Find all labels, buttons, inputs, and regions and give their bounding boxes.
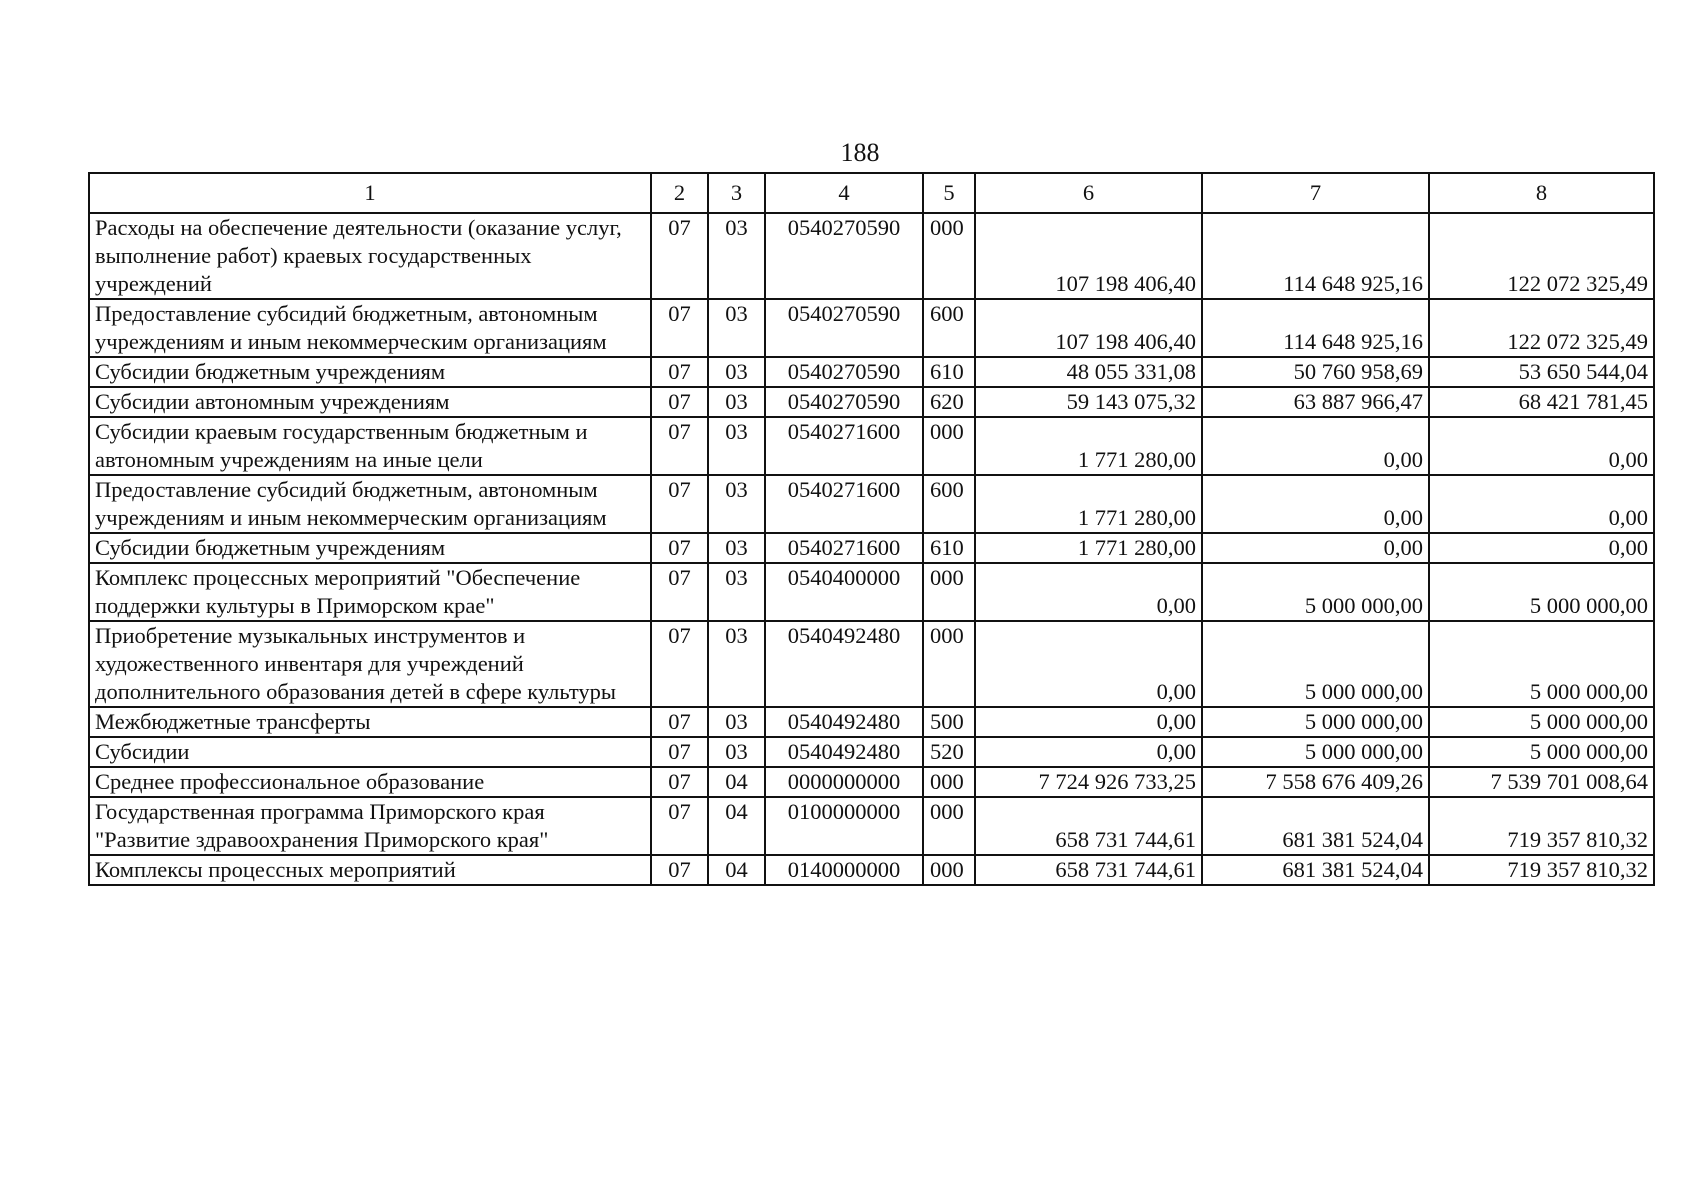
row-section: 07 <box>651 357 708 387</box>
row-target-article: 0140000000 <box>765 855 923 885</box>
row-target-article: 0540271600 <box>765 475 923 533</box>
row-amount-7: 681 381 524,04 <box>1202 797 1429 855</box>
row-target-article: 0540270590 <box>765 387 923 417</box>
row-subsection: 03 <box>708 299 765 357</box>
table-row <box>89 213 1654 299</box>
row-name: Межбюджетные трансферты <box>89 707 651 737</box>
row-expense-type: 500 <box>923 707 975 737</box>
row-expense-type: 000 <box>923 417 975 475</box>
row-subsection: 03 <box>708 533 765 563</box>
row-target-article: 0540270590 <box>765 299 923 357</box>
row-target-article: 0100000000 <box>765 797 923 855</box>
row-amount-6: 1 771 280,00 <box>975 533 1202 563</box>
row-amount-6: 59 143 075,32 <box>975 387 1202 417</box>
row-target-article: 0540400000 <box>765 563 923 621</box>
header-cell-7: 7 <box>1202 173 1429 213</box>
row-amount-8: 122 072 325,49 <box>1429 299 1654 357</box>
row-amount-6: 658 731 744,61 <box>975 797 1202 855</box>
row-amount-6: 7 724 926 733,25 <box>975 767 1202 797</box>
row-section: 07 <box>651 797 708 855</box>
row-amount-8: 122 072 325,49 <box>1429 213 1654 299</box>
table-row <box>89 563 1654 621</box>
table-row <box>89 533 1654 563</box>
row-target-article: 0540492480 <box>765 707 923 737</box>
row-section: 07 <box>651 387 708 417</box>
row-name: Субсидии бюджетным учреждениям <box>89 357 651 387</box>
row-subsection: 03 <box>708 417 765 475</box>
row-subsection: 04 <box>708 797 765 855</box>
row-amount-6: 0,00 <box>975 737 1202 767</box>
page-number: 188 <box>840 138 880 167</box>
row-amount-8: 5 000 000,00 <box>1429 737 1654 767</box>
row-amount-7: 7 558 676 409,26 <box>1202 767 1429 797</box>
row-amount-8: 719 357 810,32 <box>1429 855 1654 885</box>
row-subsection: 04 <box>708 767 765 797</box>
table-row <box>89 417 1654 475</box>
header-cell-6: 6 <box>975 173 1202 213</box>
row-name: Субсидии краевым государственным бюджетным и автономным учреждениям на иные цели <box>89 417 651 475</box>
row-target-article: 0540271600 <box>765 533 923 563</box>
row-amount-8: 53 650 544,04 <box>1429 357 1654 387</box>
row-amount-7: 5 000 000,00 <box>1202 707 1429 737</box>
row-amount-7: 63 887 966,47 <box>1202 387 1429 417</box>
row-subsection: 03 <box>708 707 765 737</box>
row-amount-6: 0,00 <box>975 563 1202 621</box>
row-name: Комплекс процессных мероприятий "Обеспечение поддержки культуры в Приморском крае" <box>89 563 651 621</box>
row-subsection: 04 <box>708 855 765 885</box>
row-section: 07 <box>651 621 708 707</box>
row-target-article: 0540270590 <box>765 357 923 387</box>
row-expense-type: 610 <box>923 357 975 387</box>
row-expense-type: 520 <box>923 737 975 767</box>
row-expense-type: 000 <box>923 767 975 797</box>
row-expense-type: 000 <box>923 855 975 885</box>
row-expense-type: 610 <box>923 533 975 563</box>
row-amount-8: 5 000 000,00 <box>1429 621 1654 707</box>
row-section: 07 <box>651 213 708 299</box>
row-section: 07 <box>651 707 708 737</box>
row-subsection: 03 <box>708 563 765 621</box>
row-subsection: 03 <box>708 475 765 533</box>
table-row <box>89 767 1654 797</box>
row-amount-7: 0,00 <box>1202 417 1429 475</box>
row-expense-type: 000 <box>923 563 975 621</box>
header-cell-8: 8 <box>1429 173 1654 213</box>
row-amount-6: 107 198 406,40 <box>975 299 1202 357</box>
header-cell-1: 1 <box>89 173 651 213</box>
row-amount-8: 5 000 000,00 <box>1429 707 1654 737</box>
header-row <box>89 173 1654 213</box>
row-target-article: 0000000000 <box>765 767 923 797</box>
row-subsection: 03 <box>708 621 765 707</box>
row-amount-7: 681 381 524,04 <box>1202 855 1429 885</box>
header-cell-4: 4 <box>765 173 923 213</box>
row-amount-7: 0,00 <box>1202 533 1429 563</box>
table-row <box>89 737 1654 767</box>
row-name: Предоставление субсидий бюджетным, автономным учреждениям и иным некоммерческим организациям <box>89 299 651 357</box>
table-row <box>89 299 1654 357</box>
row-amount-7: 5 000 000,00 <box>1202 563 1429 621</box>
row-amount-8: 7 539 701 008,64 <box>1429 767 1654 797</box>
row-target-article: 0540271600 <box>765 417 923 475</box>
row-name: Комплексы процессных мероприятий <box>89 855 651 885</box>
header-cell-2: 2 <box>651 173 708 213</box>
row-amount-7: 5 000 000,00 <box>1202 737 1429 767</box>
row-amount-7: 5 000 000,00 <box>1202 621 1429 707</box>
table-row <box>89 475 1654 533</box>
row-section: 07 <box>651 475 708 533</box>
table-row <box>89 797 1654 855</box>
header-cell-5: 5 <box>923 173 975 213</box>
row-amount-8: 0,00 <box>1429 533 1654 563</box>
budget-table <box>88 172 1655 886</box>
row-target-article: 0540492480 <box>765 737 923 767</box>
row-name: Субсидии бюджетным учреждениям <box>89 533 651 563</box>
row-section: 07 <box>651 533 708 563</box>
row-amount-8: 719 357 810,32 <box>1429 797 1654 855</box>
row-name: Субсидии <box>89 737 651 767</box>
row-amount-6: 48 055 331,08 <box>975 357 1202 387</box>
row-amount-8: 0,00 <box>1429 475 1654 533</box>
row-section: 07 <box>651 417 708 475</box>
row-amount-6: 658 731 744,61 <box>975 855 1202 885</box>
row-expense-type: 000 <box>923 797 975 855</box>
row-target-article: 0540270590 <box>765 213 923 299</box>
row-name: Субсидии автономным учреждениям <box>89 387 651 417</box>
row-name: Расходы на обеспечение деятельности (оказание услуг, выполнение работ) краевых государственных учреждений <box>89 213 651 299</box>
row-name: Среднее профессиональное образование <box>89 767 651 797</box>
row-expense-type: 000 <box>923 213 975 299</box>
row-subsection: 03 <box>708 357 765 387</box>
row-expense-type: 000 <box>923 621 975 707</box>
table-row <box>89 621 1654 707</box>
row-section: 07 <box>651 737 708 767</box>
row-subsection: 03 <box>708 213 765 299</box>
table-row <box>89 707 1654 737</box>
row-name: Приобретение музыкальных инструментов и художественного инвентаря для учреждений дополнительного образования детей в сфере культуры <box>89 621 651 707</box>
row-name: Государственная программа Приморского края "Развитие здравоохранения Приморского края" <box>89 797 651 855</box>
row-section: 07 <box>651 767 708 797</box>
row-name: Предоставление субсидий бюджетным, автономным учреждениям и иным некоммерческим организациям <box>89 475 651 533</box>
table-row <box>89 387 1654 417</box>
row-amount-7: 50 760 958,69 <box>1202 357 1429 387</box>
row-target-article: 0540492480 <box>765 621 923 707</box>
header-cell-3: 3 <box>708 173 765 213</box>
row-amount-8: 68 421 781,45 <box>1429 387 1654 417</box>
row-amount-8: 5 000 000,00 <box>1429 563 1654 621</box>
row-section: 07 <box>651 563 708 621</box>
row-expense-type: 600 <box>923 299 975 357</box>
row-amount-6: 107 198 406,40 <box>975 213 1202 299</box>
row-amount-8: 0,00 <box>1429 417 1654 475</box>
table-row <box>89 855 1654 885</box>
table-row <box>89 357 1654 387</box>
row-amount-6: 0,00 <box>975 621 1202 707</box>
row-section: 07 <box>651 299 708 357</box>
row-amount-7: 114 648 925,16 <box>1202 213 1429 299</box>
row-expense-type: 600 <box>923 475 975 533</box>
row-subsection: 03 <box>708 387 765 417</box>
row-subsection: 03 <box>708 737 765 767</box>
row-expense-type: 620 <box>923 387 975 417</box>
row-amount-6: 1 771 280,00 <box>975 475 1202 533</box>
row-amount-6: 0,00 <box>975 707 1202 737</box>
row-amount-7: 0,00 <box>1202 475 1429 533</box>
row-section: 07 <box>651 855 708 885</box>
row-amount-6: 1 771 280,00 <box>975 417 1202 475</box>
row-amount-7: 114 648 925,16 <box>1202 299 1429 357</box>
